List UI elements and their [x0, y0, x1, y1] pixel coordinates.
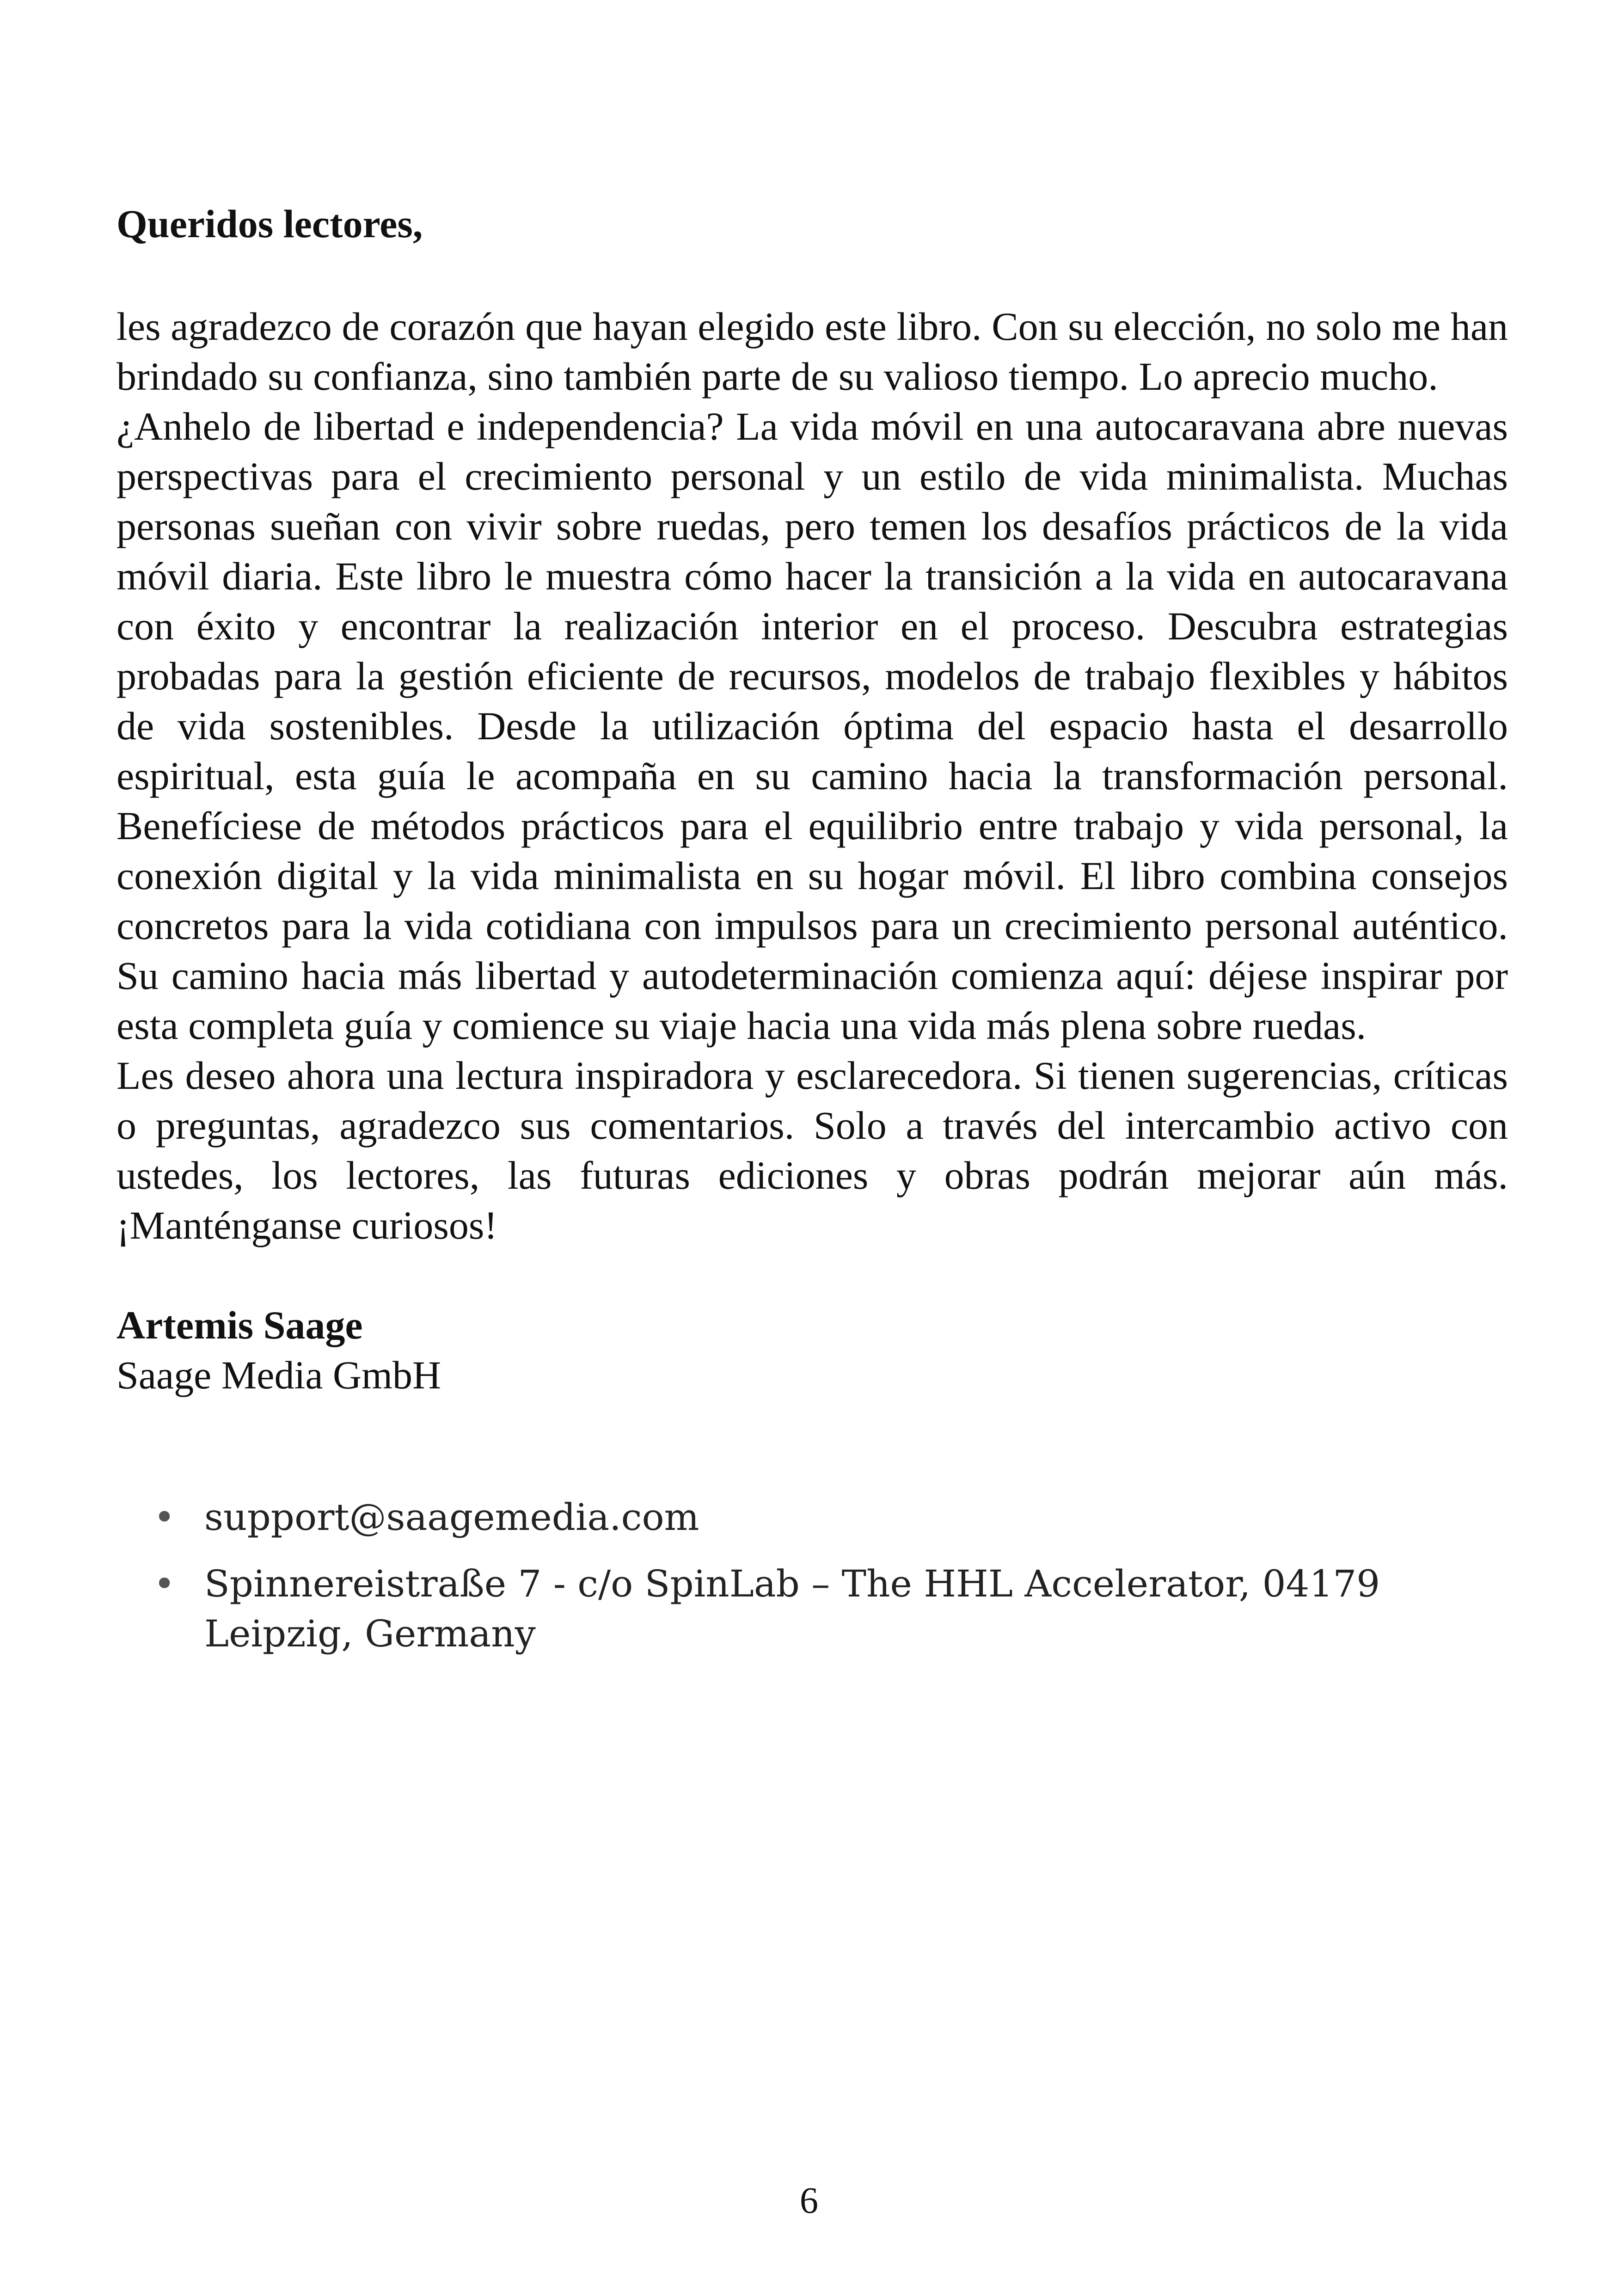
letter-body [116, 199, 1508, 1676]
paragraph-thanks: les agradezco de corazón que hayan elegido este libro. Con su elección, no solo me han brindado su confianza, sino también parte de su valioso tiempo. Lo aprecio mucho. [116, 304, 1508, 399]
contact-address-item [153, 1559, 1508, 1659]
bullet-icon: • [153, 1562, 176, 1605]
signature-block [116, 1300, 1508, 1400]
page-number: 6 [800, 2180, 818, 2221]
greeting: Queridos lectores, [116, 202, 423, 246]
contact-email-item [153, 1492, 1508, 1542]
bullet-icon: • [153, 1496, 176, 1539]
contact-email[interactable]: support@saagemedia.com [204, 1496, 699, 1539]
contact-address: Spinnereistraße 7 - c/o SpinLab – The HHL Accelerator, 04179 Leipzig, Germany [204, 1562, 1380, 1655]
author-name: Artemis Saage [116, 1303, 363, 1347]
paragraph-book-description: ¿Anhelo de libertad e independencia? La vida móvil en una autocaravana abre nuevas perspectivas para el crecimiento personal y un estilo de vida minimalista. Muchas personas sueñan con vivir sobre ruedas, pero temen los desafíos prácticos de la vida móvil diaria. Este libro le muestra cómo hacer la transición a la vida en autocaravana con éxito y encontrar la realización interior en el proceso. Descubra estrategias probadas para la gestión eficiente de recursos, modelos de trabajo flexibles y hábitos de vida sostenibles. Desde la utilización óptima del espacio hasta el desarrollo espiritual, esta guía le acompaña en su camino hacia la transformación personal. Benefíciese de métodos prácticos para el equilibrio entre trabajo y vida personal, la conexión digital y la vida minimalista en su hogar móvil. El libro combina consejos concretos para la vida cotidiana con impulsos para un crecimiento personal auténtico. Su camino hacia más libertad y autodeterminación comienza aquí: déjese inspirar por esta completa guía y comience su viaje hacia una vida más plena sobre ruedas. [116, 404, 1508, 1048]
company-name: Saage Media GmbH [116, 1353, 441, 1397]
paragraph-closing: Les deseo ahora una lectura inspiradora y esclarecedora. Si tienen sugerencias, críticas o preguntas, agradezco sus comentarios. Solo a través del intercambio activo con ustedes, los lectores, las futuras ediciones y obras podrán mejorar aún más. ¡Manténganse curiosos! [116, 1053, 1508, 1247]
contact-list [116, 1492, 1508, 1659]
